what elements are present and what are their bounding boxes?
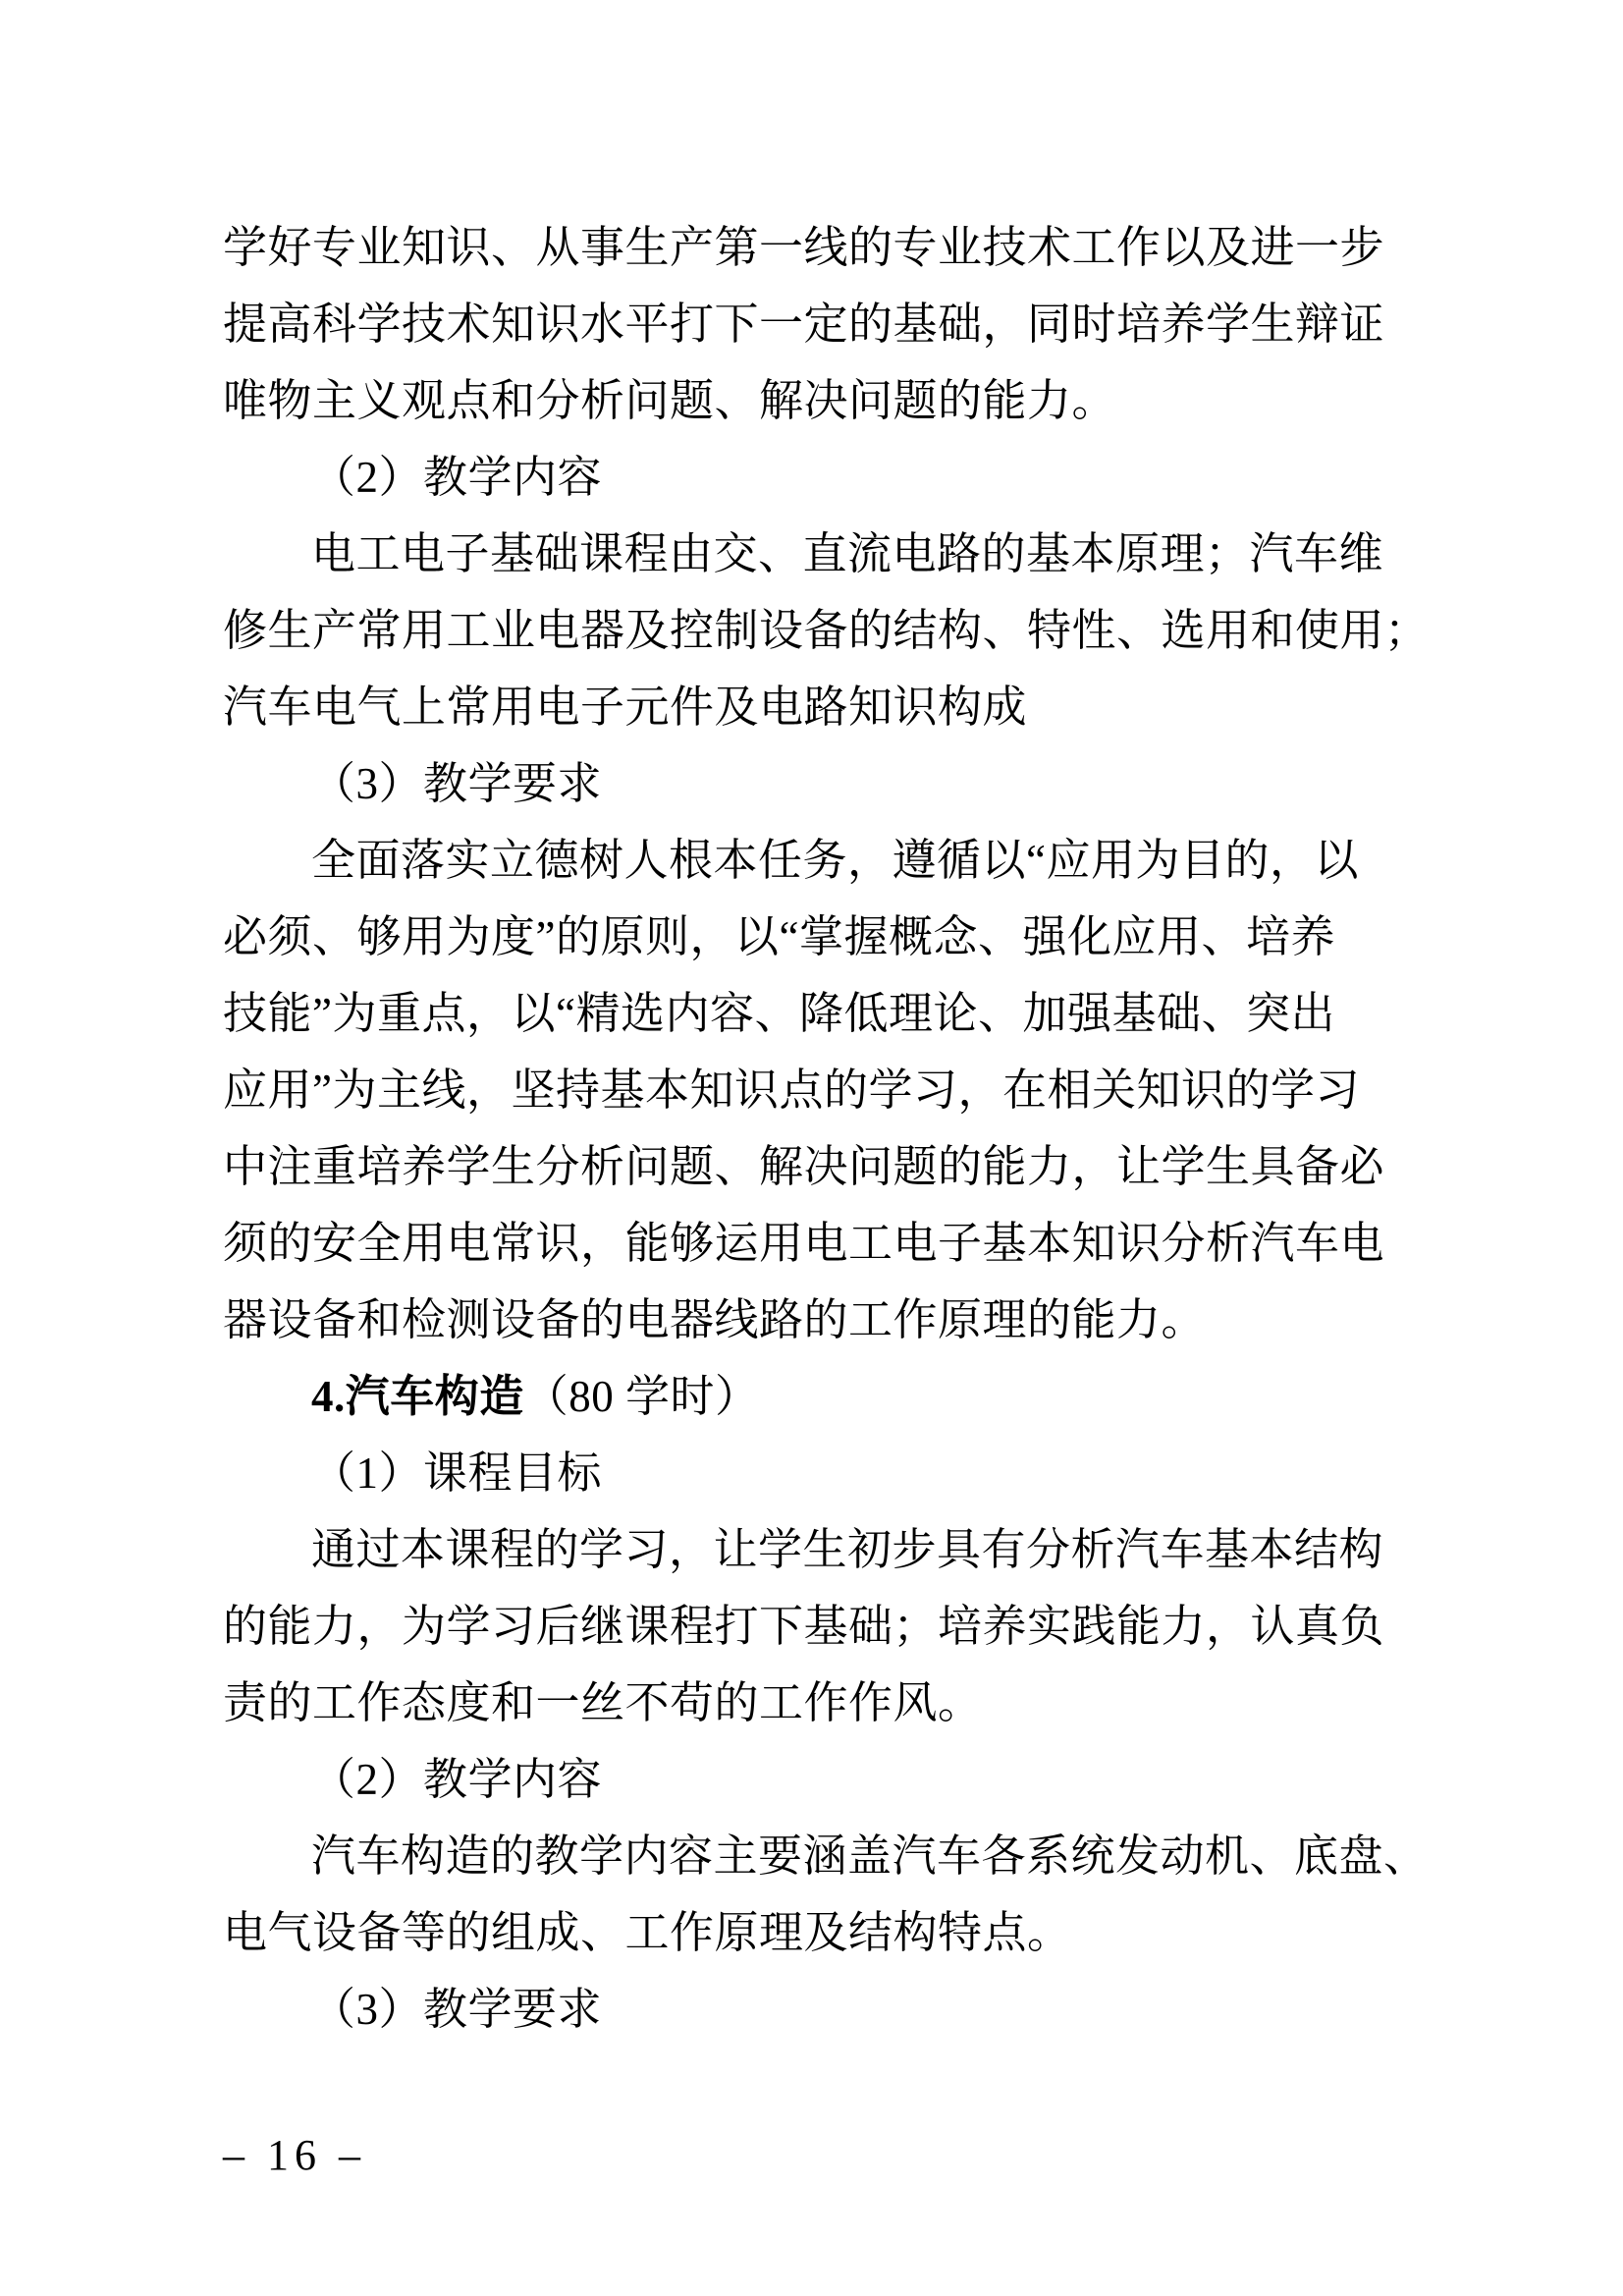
text-line: 须的安全用电常识，能够运用电工电子基本知识分析汽车电 bbox=[223, 1219, 1385, 1268]
text-line: 责的工作态度和一丝不苟的工作作风。 bbox=[223, 1678, 983, 1727]
document-body bbox=[223, 209, 1430, 2048]
text-line: 技能”为重点，以“精选内容、降低理论、加强基础、突出 bbox=[223, 989, 1335, 1038]
text-line: 电气设备等的组成、工作原理及结构特点。 bbox=[223, 1908, 1072, 1957]
text-line: 学好专业知识、从事生产第一线的专业技术工作以及进一步 bbox=[223, 223, 1385, 272]
page-number: – 16 – bbox=[223, 2131, 366, 2179]
text-line: 汽车构造的教学内容主要涵盖汽车各系统发动机、底盘、 bbox=[311, 1831, 1429, 1881]
text-line: 修生产常用工业电器及控制设备的结构、特性、选用和使用； bbox=[223, 606, 1430, 655]
text-line: （2）教学内容 bbox=[311, 453, 603, 502]
text-line: （3）教学要求 bbox=[311, 1985, 603, 2034]
text-line: （2）教学内容 bbox=[311, 1755, 603, 1804]
heading-bold-run: 4.汽车构造 bbox=[311, 1372, 524, 1421]
text-line: 汽车电气上常用电子元件及电路知识构成 bbox=[223, 683, 1028, 732]
text-line: 的能力，为学习后继课程打下基础；培养实践能力，认真负 bbox=[223, 1602, 1385, 1651]
text-line: （3）教学要求 bbox=[311, 759, 603, 808]
text-line: 通过本课程的学习，让学生初步具有分析汽车基本结构 bbox=[311, 1525, 1384, 1574]
text-line: 电工电子基础课程由交、直流电路的基本原理；汽车维 bbox=[311, 529, 1384, 578]
text-line: 应用”为主线，坚持基本知识点的学习，在相关知识的学习 bbox=[223, 1066, 1360, 1115]
text-line: 提高科学技术知识水平打下一定的基础，同时培养学生辩证 bbox=[223, 300, 1385, 349]
text-line: 唯物主义观点和分析问题、解决问题的能力。 bbox=[223, 376, 1117, 425]
text-line: （1）课程目标 bbox=[311, 1449, 603, 1498]
heading-line: 4.汽车构造（80 学时） bbox=[311, 1372, 760, 1421]
text-line: 器设备和检测设备的电器线路的工作原理的能力。 bbox=[223, 1295, 1207, 1344]
text-line: 必须、够用为度”的原则，以“掌握概念、强化应用、培养 bbox=[223, 912, 1335, 961]
text-line: 中注重培养学生分析问题、解决问题的能力，让学生具备必 bbox=[223, 1142, 1385, 1191]
text-line: 全面落实立德树人根本任务，遵循以“应用为目的，以 bbox=[311, 836, 1359, 885]
